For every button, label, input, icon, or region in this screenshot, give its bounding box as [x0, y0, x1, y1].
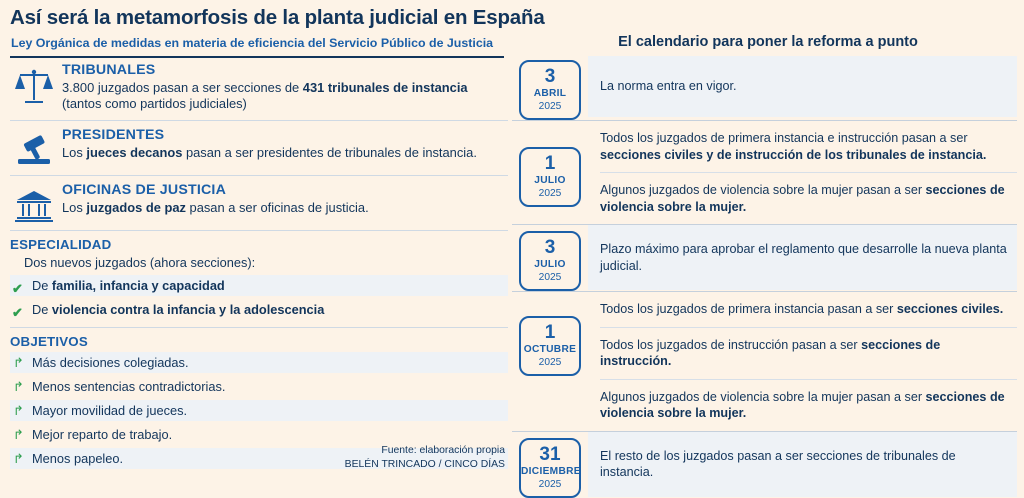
block-tribunales	[10, 62, 508, 114]
presidentes-text-c: pasan a ser presidentes de tribunales de instancia.	[182, 145, 477, 160]
event-text: Todos los juzgados de primera instancia e instrucción pasan a ser	[600, 131, 968, 145]
courthouse-icon	[12, 184, 56, 228]
event-text-bold: secciones de violencia sobre la mujer.	[600, 183, 1005, 214]
date-day: 3	[544, 237, 556, 258]
timeline-date	[512, 121, 588, 224]
timeline-event	[588, 173, 1017, 224]
tribunales-text-a: 3.800 juzgados pasan a ser secciones de	[62, 80, 303, 95]
block-tribunales-text	[62, 80, 508, 112]
date-badge	[519, 438, 581, 498]
timeline-row	[512, 225, 1017, 291]
presidentes-text-a: Los	[62, 145, 87, 160]
event-text: El resto de los juzgados pasan a ser secciones de tribunales de instancia.	[600, 448, 956, 479]
timeline-events	[588, 121, 1017, 224]
block-oficinas-text	[62, 200, 508, 216]
check-icon: ✔	[12, 281, 23, 296]
arrow-icon: ↱	[13, 427, 24, 442]
timeline-event	[588, 292, 1017, 327]
event-text-bold: secciones civiles y de instrucción de los tribunales de instancia.	[600, 147, 987, 162]
block-tribunales-heading: TRIBUNALES	[62, 62, 156, 78]
especialidad-note: Dos nuevos juzgados (ahora secciones):	[24, 255, 256, 270]
event-text: Todos los juzgados de primera instancia pasan a ser	[600, 302, 897, 316]
timeline-events	[588, 292, 1017, 431]
event-text: La norma entra en vigor.	[600, 79, 737, 93]
timeline-event	[588, 328, 1017, 379]
date-month: DICIEMBRE	[521, 465, 581, 477]
oficinas-text-c: pasan a ser oficinas de justicia.	[185, 200, 369, 215]
block-presidentes	[10, 127, 508, 169]
source-line-2: BELÉN TRINCADO / CINCO DÍAS	[344, 459, 505, 470]
event-text-bold: secciones de violencia sobre la mujer.	[600, 389, 1005, 420]
timeline-row	[512, 432, 1017, 498]
especialidad-heading: ESPECIALIDAD	[10, 237, 112, 252]
left-column	[10, 62, 508, 472]
event-text: Algunos juzgados de violencia sobre la mujer pasan a ser	[600, 183, 926, 197]
page-title: Así será la metamorfosis de la planta judicial en España	[10, 6, 545, 29]
block-oficinas-heading: OFICINAS DE JUSTICIA	[62, 182, 227, 198]
presidentes-text-b: jueces decanos	[86, 145, 183, 160]
divider	[10, 230, 508, 231]
list-item	[10, 400, 508, 421]
divider	[10, 327, 508, 328]
block-oficinas	[10, 182, 508, 224]
block-presidentes-heading: PRESIDENTES	[62, 127, 165, 143]
list-item	[10, 352, 508, 373]
event-text: Plazo máximo para aprobar el reglamento que desarrolle la nueva planta judicial.	[600, 242, 1007, 273]
timeline-date	[512, 432, 588, 498]
divider	[10, 120, 508, 121]
timeline-events	[588, 432, 1017, 498]
date-month: JULIO	[534, 259, 566, 270]
list-item	[10, 275, 508, 296]
list-item	[10, 424, 508, 445]
timeline-event	[588, 56, 1017, 117]
timeline	[512, 56, 1017, 498]
list-item	[10, 299, 508, 320]
page-subtitle: Ley Orgánica de medidas en materia de eficiencia del Servicio Público de Justicia	[11, 36, 494, 50]
date-badge	[519, 231, 581, 291]
timeline-events	[588, 56, 1017, 120]
objetivos-heading: OBJETIVOS	[10, 334, 88, 349]
timeline-event	[588, 380, 1017, 431]
timeline-row	[512, 121, 1017, 224]
timeline-row	[512, 56, 1017, 120]
date-badge	[519, 316, 581, 376]
date-year: 2025	[538, 188, 562, 199]
event-text-bold: secciones civiles.	[896, 302, 1004, 316]
date-year: 2025	[538, 478, 562, 490]
objetivos-item-label: Menos sentencias contradictorias.	[32, 379, 226, 394]
source-line-1: Fuente: elaboración propia	[381, 445, 505, 456]
date-badge	[519, 147, 581, 207]
block-presidentes-text	[62, 145, 508, 161]
event-text: Algunos juzgados de violencia sobre la mujer pasan a ser	[600, 389, 926, 404]
date-year: 2025	[538, 101, 562, 112]
oficinas-text-b: juzgados de paz	[86, 200, 186, 215]
date-day: 1	[544, 153, 556, 174]
date-month: OCTUBRE	[523, 344, 577, 355]
especialidad-item-prefix: De	[32, 278, 52, 293]
timeline-row	[512, 292, 1017, 431]
timeline-event	[588, 225, 1017, 290]
scales-icon	[12, 64, 56, 108]
objetivos-item-label: Más decisiones colegiadas.	[32, 355, 189, 370]
timeline-event	[588, 121, 1017, 172]
tribunales-text-b: 431 tribunales de instancia	[302, 80, 468, 95]
objetivos-item-label: Mayor movilidad de jueces.	[32, 403, 188, 418]
event-text: Todos los juzgados de instrucción pasan a ser	[600, 337, 862, 352]
date-day: 31	[539, 443, 561, 465]
arrow-icon: ↱	[13, 379, 24, 394]
timeline-date	[512, 56, 588, 120]
timeline-events	[588, 225, 1017, 291]
arrow-icon: ↱	[13, 355, 24, 370]
gavel-icon	[12, 129, 56, 173]
date-day: 1	[544, 322, 556, 343]
especialidad-item-bold: violencia contra la infancia y la adolescencia	[51, 302, 325, 317]
timeline-date	[512, 225, 588, 291]
timeline-title: El calendario para poner la reforma a punto	[618, 34, 918, 50]
event-text-bold: secciones de instrucción.	[600, 337, 941, 368]
tribunales-text-c: (tantos como partidos judiciales)	[62, 96, 247, 111]
especialidad-item-bold: familia, infancia y capacidad	[51, 278, 225, 293]
arrow-icon: ↱	[13, 403, 24, 418]
date-day: 3	[544, 66, 556, 87]
oficinas-text-a: Los	[62, 200, 87, 215]
date-month: JULIO	[534, 175, 566, 186]
timeline-date	[512, 292, 588, 431]
list-item	[10, 376, 508, 397]
objetivos-item-label: Menos papeleo.	[32, 451, 124, 466]
date-month: ABRIL	[533, 88, 567, 99]
divider	[10, 175, 508, 176]
date-year: 2025	[538, 357, 562, 368]
date-badge	[519, 60, 581, 120]
especialidad-item-prefix: De	[32, 302, 52, 317]
section-especialidad	[10, 237, 508, 320]
arrow-icon: ↱	[13, 451, 24, 466]
check-icon: ✔	[12, 305, 23, 320]
objetivos-item-label: Mejor reparto de trabajo.	[32, 427, 173, 442]
source-credit	[300, 444, 505, 472]
header-divider	[10, 56, 504, 58]
date-year: 2025	[538, 272, 562, 283]
